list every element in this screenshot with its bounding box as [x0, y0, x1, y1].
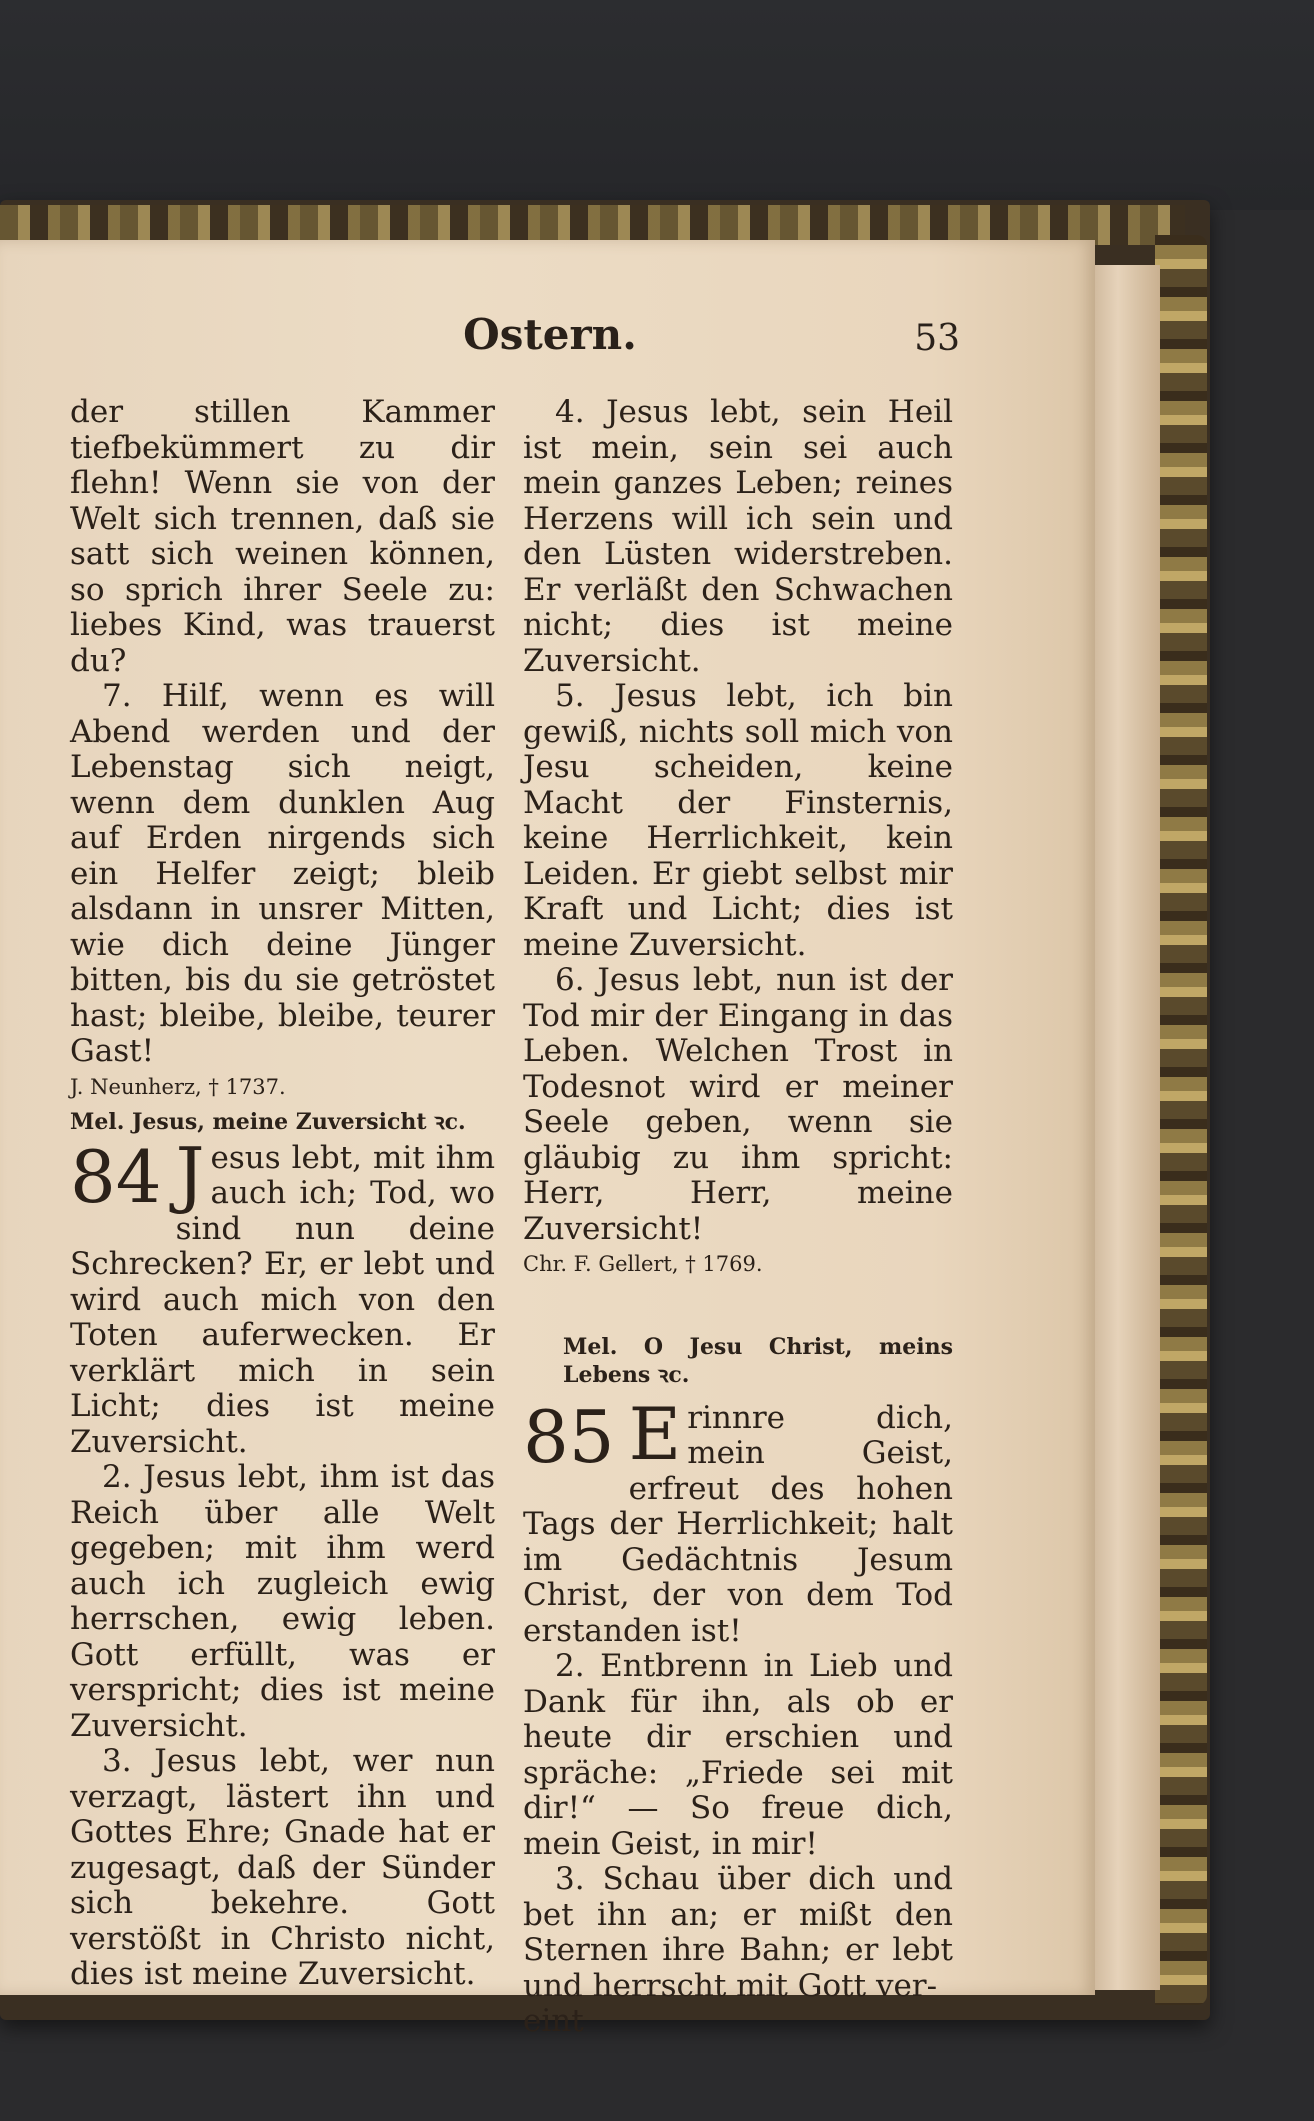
- hymn-84-verse-5: 5. Jesus lebt, ich bin gewiß, nichts soll mich von Jesu scheiden, keine Macht der Finsternis, keine Herrlichkeit, kein Leiden. Er giebt selbst mir Kraft und Licht; dies ist meine Zuversicht.: [523, 678, 953, 963]
- drop-cap: E: [628, 1391, 682, 1476]
- hymn-84-verse-1: [70, 1131, 495, 1461]
- gilt-page-edge-top: [0, 205, 1185, 245]
- page-number: 53: [914, 318, 960, 359]
- hymn-85-verse-1: [523, 1391, 953, 1650]
- author-attribution: Chr. F. Gellert, † 1769.: [523, 1252, 763, 1276]
- hymn-number: 84: [70, 1134, 162, 1219]
- hymn-84-verse-2: 2. Jesus lebt, ihm ist das Reich über alle Welt gegeben; mit ihm werd auch ich zugleich ewig herrschen, ewig leben. Gott erfüllt, was er verspricht; dies ist meine Zuversicht.: [70, 1459, 495, 1744]
- right-column: [523, 395, 953, 2040]
- page-stack-edge: [1090, 265, 1160, 1990]
- melody-line: Mel. O Jesu Christ, meins Lebens ꝛc.: [563, 1333, 953, 1388]
- verse-text: rinnre dich, mein Geist, erfreut des hohen Tags der Herrlichkeit; halt im Gedächtnis Jesum Christ, der von dem Tod erstanden ist!: [523, 1399, 953, 1649]
- page-header-title: Ostern.: [463, 310, 637, 359]
- hymn-84-verse-3: 3. Jesus lebt, wer nun verzagt, lästert ihn und Gottes Ehre; Gnade hat er zugesagt, daß der Sünder sich bekehre. Gott verstößt in Christo nicht, dies ist meine Zuversicht.: [70, 1743, 495, 1992]
- melody-line: Mel. Jesus, meine Zuversicht ꝛc.: [70, 1109, 466, 1135]
- hymn-84-verse-6: 6. Jesus lebt, nun ist der Tod mir der Eingang in das Leben. Welchen Trost in Todesnot wird er meiner Seele geben, wenn sie gläubig zu ihm spricht: Herr, Herr, meine Zuversicht!: [523, 962, 953, 1247]
- hymn-number: 85: [523, 1394, 615, 1479]
- catchword: eint: [523, 2003, 584, 2039]
- background: [0, 0, 1314, 210]
- hymn-85-verse-3: 3. Schau über dich und bet ihn an; er mißt den Sternen ihre Bahn; er lebt und herrscht mit Gott ver-: [523, 1861, 953, 2004]
- left-column: [70, 395, 495, 1993]
- author-attribution: J. Neunherz, † 1737.: [70, 1074, 286, 1099]
- verse-continuation: der stillen Kammer tiefbekümmert zu dir flehn! Wenn sie von der Welt sich trennen, daß sie satt sich weinen können, so sprich ihrer Seele zu: liebes Kind, was trauerst du?: [70, 394, 495, 679]
- verse-7: 7. Hilf, wenn es will Abend werden und der Lebenstag sich neigt, wenn dem dunklen Aug auf Erden nirgends sich ein Helfer zeigt; bleib alsdann in unsrer Mitten, wie dich deine Jünger bitten, bis du sie getröstet hast; bleibe, bleibe, teurer Gast!: [70, 678, 495, 1069]
- gilt-page-edge-right: [1155, 235, 1207, 2005]
- drop-cap: J: [175, 1131, 205, 1216]
- verse-text: esus lebt, mit ihm auch ich; Tod, wo sind nun deine Schrecken? Er, er lebt und wird auch mich von den Toten auferwecken. Er verklärt mich in sein Licht; dies ist meine Zuversicht.: [70, 1139, 495, 1460]
- hymn-84-verse-4: 4. Jesus lebt, sein Heil ist mein, sein sei auch mein ganzes Leben; reines Herzens will ich sein und den Lüsten widerstreben. Er verläßt den Schwachen nicht; dies ist meine Zuversicht.: [523, 394, 953, 679]
- hymn-85-verse-2: 2. Entbrenn in Lieb und Dank für ihn, als ob er heute dir erschien und spräche: „Friede sei mit dir!“ — So freue dich, mein Geist, in mir!: [523, 1648, 953, 1862]
